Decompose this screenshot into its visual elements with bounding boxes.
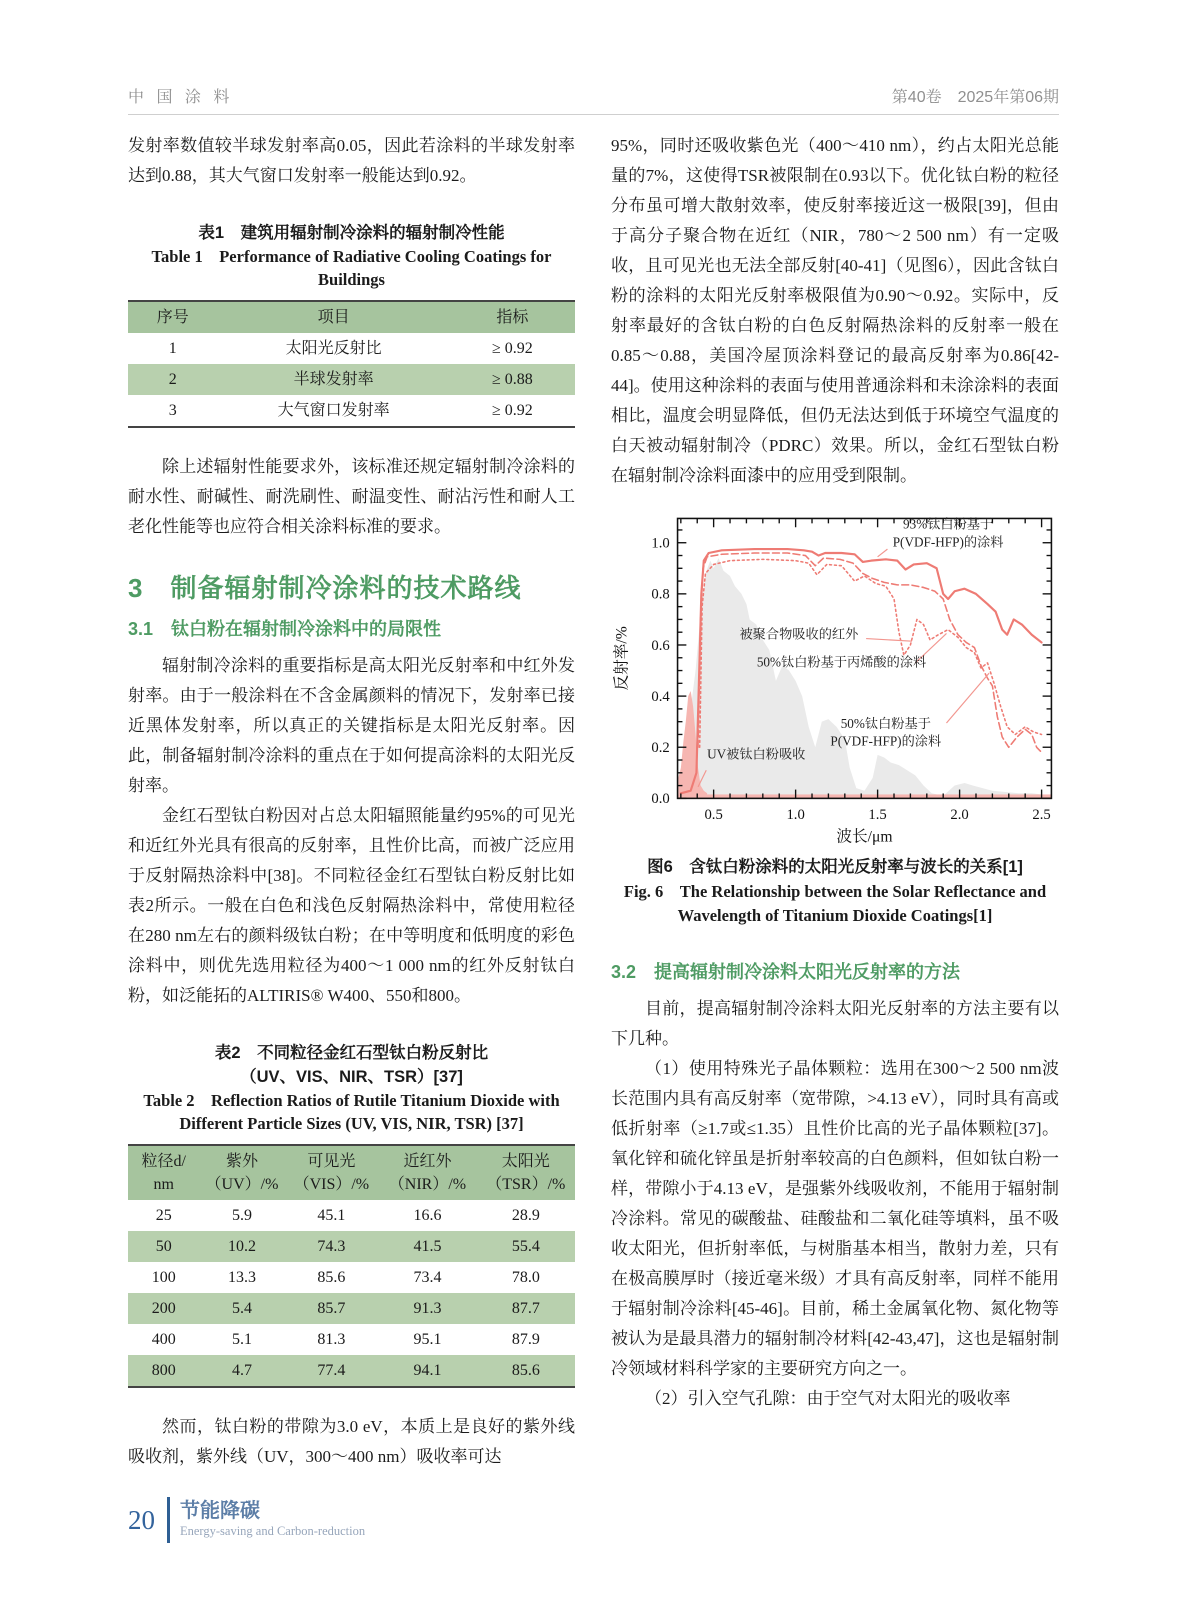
svg-text:P(VDF-HFP)的涂料: P(VDF-HFP)的涂料: [830, 733, 942, 749]
table2: [128, 1144, 575, 1388]
subsection-heading-3-2: 3.2 提高辐射制冷涂料太阳光反射率的方法: [611, 962, 961, 982]
paragraph: 然而，钛白粉的带隙为3.0 eV，本质上是良好的紫外线吸收剂，紫外线（UV，300～400 nm）吸收率可达: [128, 1417, 575, 1466]
svg-text:0.4: 0.4: [651, 689, 670, 706]
svg-text:反射率/%: 反射率/%: [613, 626, 631, 691]
svg-text:0.2: 0.2: [651, 740, 670, 757]
col-header: 可见光 （VIS）/%: [293, 1153, 370, 1193]
svg-text:0.8: 0.8: [651, 586, 670, 603]
svg-text:0.6: 0.6: [651, 637, 670, 654]
table1-block: [128, 221, 575, 428]
col-header: 序号: [156, 309, 189, 326]
svg-text:93%钛白粉基于: 93%钛白粉基于: [903, 516, 994, 532]
footer-section-en: Energy-saving and Carbon-reduction: [180, 1524, 366, 1538]
table2-title-zh: 表2 不同粒径金红石型钛白粉反射比: [214, 1044, 489, 1062]
footer-section-zh: 节能降碳: [180, 1500, 260, 1522]
table-row: 50 10.2 74.3 41.5 55.4: [128, 1231, 575, 1262]
svg-text:1.0: 1.0: [651, 535, 670, 552]
svg-text:2.0: 2.0: [950, 806, 969, 823]
paragraph: 发射率数值较半球发射率高0.05，因此若涂料的半球发射率达到0.88，其大气窗口发射率一般能达到0.92。: [128, 136, 575, 185]
table-row: 800 4.7 77.4 94.1 85.6: [128, 1355, 575, 1387]
col-header: 指标: [496, 309, 529, 326]
two-column-body: [128, 131, 1059, 1472]
journal-name: 中 国 涂 料: [128, 89, 234, 106]
table2-block: [128, 1041, 575, 1388]
issue-info: 第40卷 2025年第06期: [891, 89, 1059, 106]
page-header: [128, 84, 1059, 107]
svg-text:P(VDF-HFP)的涂料: P(VDF-HFP)的涂料: [892, 534, 1004, 550]
table-row: 1 太阳光反射比 ≥ 0.92: [168, 340, 533, 357]
table2-title-en: Table 2 Reflection Ratios of Rutile Titanium Dioxide with: [143, 1091, 560, 1110]
table1-header-row: [128, 301, 575, 333]
table-row: 200 5.4 85.7 91.3 87.7: [128, 1293, 575, 1324]
table1: [128, 300, 575, 428]
table2-title-zh2: （UV、VIS、NIR、TSR）[37]: [240, 1068, 463, 1086]
figure6: [611, 503, 1059, 928]
svg-text:50%钛白粉基于: 50%钛白粉基于: [840, 716, 931, 732]
table1-title-en: Table 1 Performance of Radiative Cooling Coatings for: [151, 247, 552, 266]
svg-text:1.0: 1.0: [786, 806, 805, 823]
col-header: 太阳光 （TSR）/%: [486, 1153, 566, 1193]
table-row: 3 大气窗口发射率 ≥ 0.92: [168, 402, 533, 419]
svg-text:50%钛白粉基于丙烯酸的涂料: 50%钛白粉基于丙烯酸的涂料: [756, 654, 927, 670]
col-header: 粒径d/ nm: [141, 1153, 186, 1193]
page-footer: [128, 1497, 365, 1543]
table-row: 25 5.9 45.1 16.6 28.9: [155, 1207, 540, 1224]
reflectance-wavelength-chart: [611, 503, 1071, 851]
table2-header-row: [128, 1145, 575, 1200]
table1-title-en2: Buildings: [318, 270, 385, 289]
paragraph: 金红石型钛白粉因对占总太阳辐照能量约95%的可见光和近红外光具有很高的反射率，且性价比高，而被广泛应用于反射隔热涂料中[38]。不同粒径金红石型钛白粉反射比如表2所示。一般在白色和浅色反射隔热涂料中，常使用粒径在280 nm左右的颜料级钛白粉；在中等明度和低明度的彩色涂料中，则优先选用粒径为400～1 000 nm的红外反射钛白粉，如泛能拓的ALTIRIS® W400、550和800。: [128, 806, 575, 1005]
col-header: 紫外 （UV）/%: [205, 1153, 279, 1193]
table1-title-zh: 表1 建筑用辐射制冷涂料的辐射制冷性能: [198, 224, 505, 242]
section-heading-3: 3 制备辐射制冷涂料的技术路线: [128, 573, 522, 603]
left-column: [128, 131, 575, 1472]
footer-divider: [167, 1497, 170, 1543]
svg-text:被聚合物吸收的红外: 被聚合物吸收的红外: [739, 626, 859, 642]
table-row: 100 13.3 85.6 73.4 78.0: [151, 1269, 540, 1286]
paragraph: 辐射制冷涂料的重要指标是高太阳光反射率和中红外发射率。由于一般涂料在不含金属颜料的情况下，发射率已接近黑体发射率，所以真正的关键指标是太阳光反射率。因此，制备辐射制冷涂料的重点在于如何提高涂料的太阳光反射率。: [128, 656, 575, 795]
svg-text:UV被钛白粉吸收: UV被钛白粉吸收: [707, 746, 806, 762]
svg-text:2.5: 2.5: [1032, 806, 1051, 823]
svg-text:0.0: 0.0: [651, 791, 670, 808]
figure6-caption-zh: 图6 含钛白粉涂料的太阳光反射率与波长的关系[1]: [647, 858, 1023, 876]
subsection-heading-3-1: 3.1 钛白粉在辐射制冷涂料中的局限性: [128, 619, 442, 639]
table-row: 400 5.1 81.3 95.1 87.9: [151, 1331, 540, 1348]
header-rule: [128, 114, 1059, 115]
svg-text:0.5: 0.5: [704, 806, 723, 823]
table-row: 2 半球发射率 ≥ 0.88: [128, 364, 575, 395]
col-header: 项目: [317, 309, 350, 326]
paragraph: 95%，同时还吸收紫色光（400～410 nm），约占太阳光总能量的7%，这使得TSR被限制在0.93以下。优化钛白粉的粒径分布虽可增大散射效率，使反射率接近这一极限[39]，但由于高分子聚合物在近红（NIR，780～2 500 nm）有一定吸收，且可见光也无法全部反射[40-41]（见图6），因此含钛白粉的涂料的太阳光反射率极限值为0.90～0.92。实际中，反射率最好的含钛白粉的白色反射隔热涂料的反射率一般在0.85～0.88，美国冷屋顶涂料登记的最高反射率为0.86[42-44]。使用这种涂料的表面与使用普通涂料和未涂涂料的表面相比，温度会明显降低，但仍无法达到低于环境空气温度的白天被动辐射制冷（PDRC）效果。所以，金红石型钛白粉在辐射制冷涂料面漆中的应用受到限制。: [611, 136, 1059, 485]
page-number: 20: [128, 1505, 155, 1535]
table2-title-en2: Different Particle Sizes (UV, VIS, NIR, TSR) [37]: [179, 1114, 524, 1133]
right-column: [611, 131, 1059, 1472]
paragraph: 除上述辐射性能要求外，该标准还规定辐射制冷涂料的耐水性、耐碱性、耐洗刷性、耐温变性、耐沾污性和耐人工老化性能等也应符合相关涂料标准的要求。: [128, 457, 575, 536]
svg-text:1.5: 1.5: [868, 806, 887, 823]
paragraph: （2）引入空气孔隙：由于空气对太阳光的吸收率: [645, 1389, 1011, 1408]
paragraph: 目前，提高辐射制冷涂料太阳光反射率的方法主要有以下几种。: [611, 999, 1059, 1048]
paragraph: （1）使用特殊光子晶体颗粒：选用在300～2 500 nm波长范围内具有高反射率（宽带隙，>4.13 eV），同时具有高或低折射率（≥1.7或≤1.35）且性价比高的光子晶体颗粒[37]。氧化锌和硫化锌虽是折射率较高的白色颜料，但如钛白粉一样，带隙小于4.13 eV，是强紫外线吸收剂，不能用于辐射制冷涂料。常见的碳酸盐、硅酸盐和二氧化硅等填料，虽不吸收太阳光，但折射率低，与树脂基本相当，散射力差，只有在极高膜厚时（接近毫米级）才具有高反射率，同样不能用于辐射制冷涂料[45-46]。目前，稀土金属氧化物、氮化物等被认为是最具潜力的辐射制冷材料[42-43,47]，这也是辐射制冷领域材料科学家的主要研究方向之一。: [611, 1059, 1059, 1378]
footer-section: [180, 1500, 365, 1540]
figure6-caption-en: Fig. 6 The Relationship between the Solar Reflectance and: [623, 882, 1047, 901]
figure6-caption-en2: Wavelength of Titanium Dioxide Coatings[1]: [677, 906, 993, 925]
svg-text:波长/μm: 波长/μm: [836, 828, 893, 846]
col-header: 近红外 （NIR）/%: [388, 1153, 467, 1193]
